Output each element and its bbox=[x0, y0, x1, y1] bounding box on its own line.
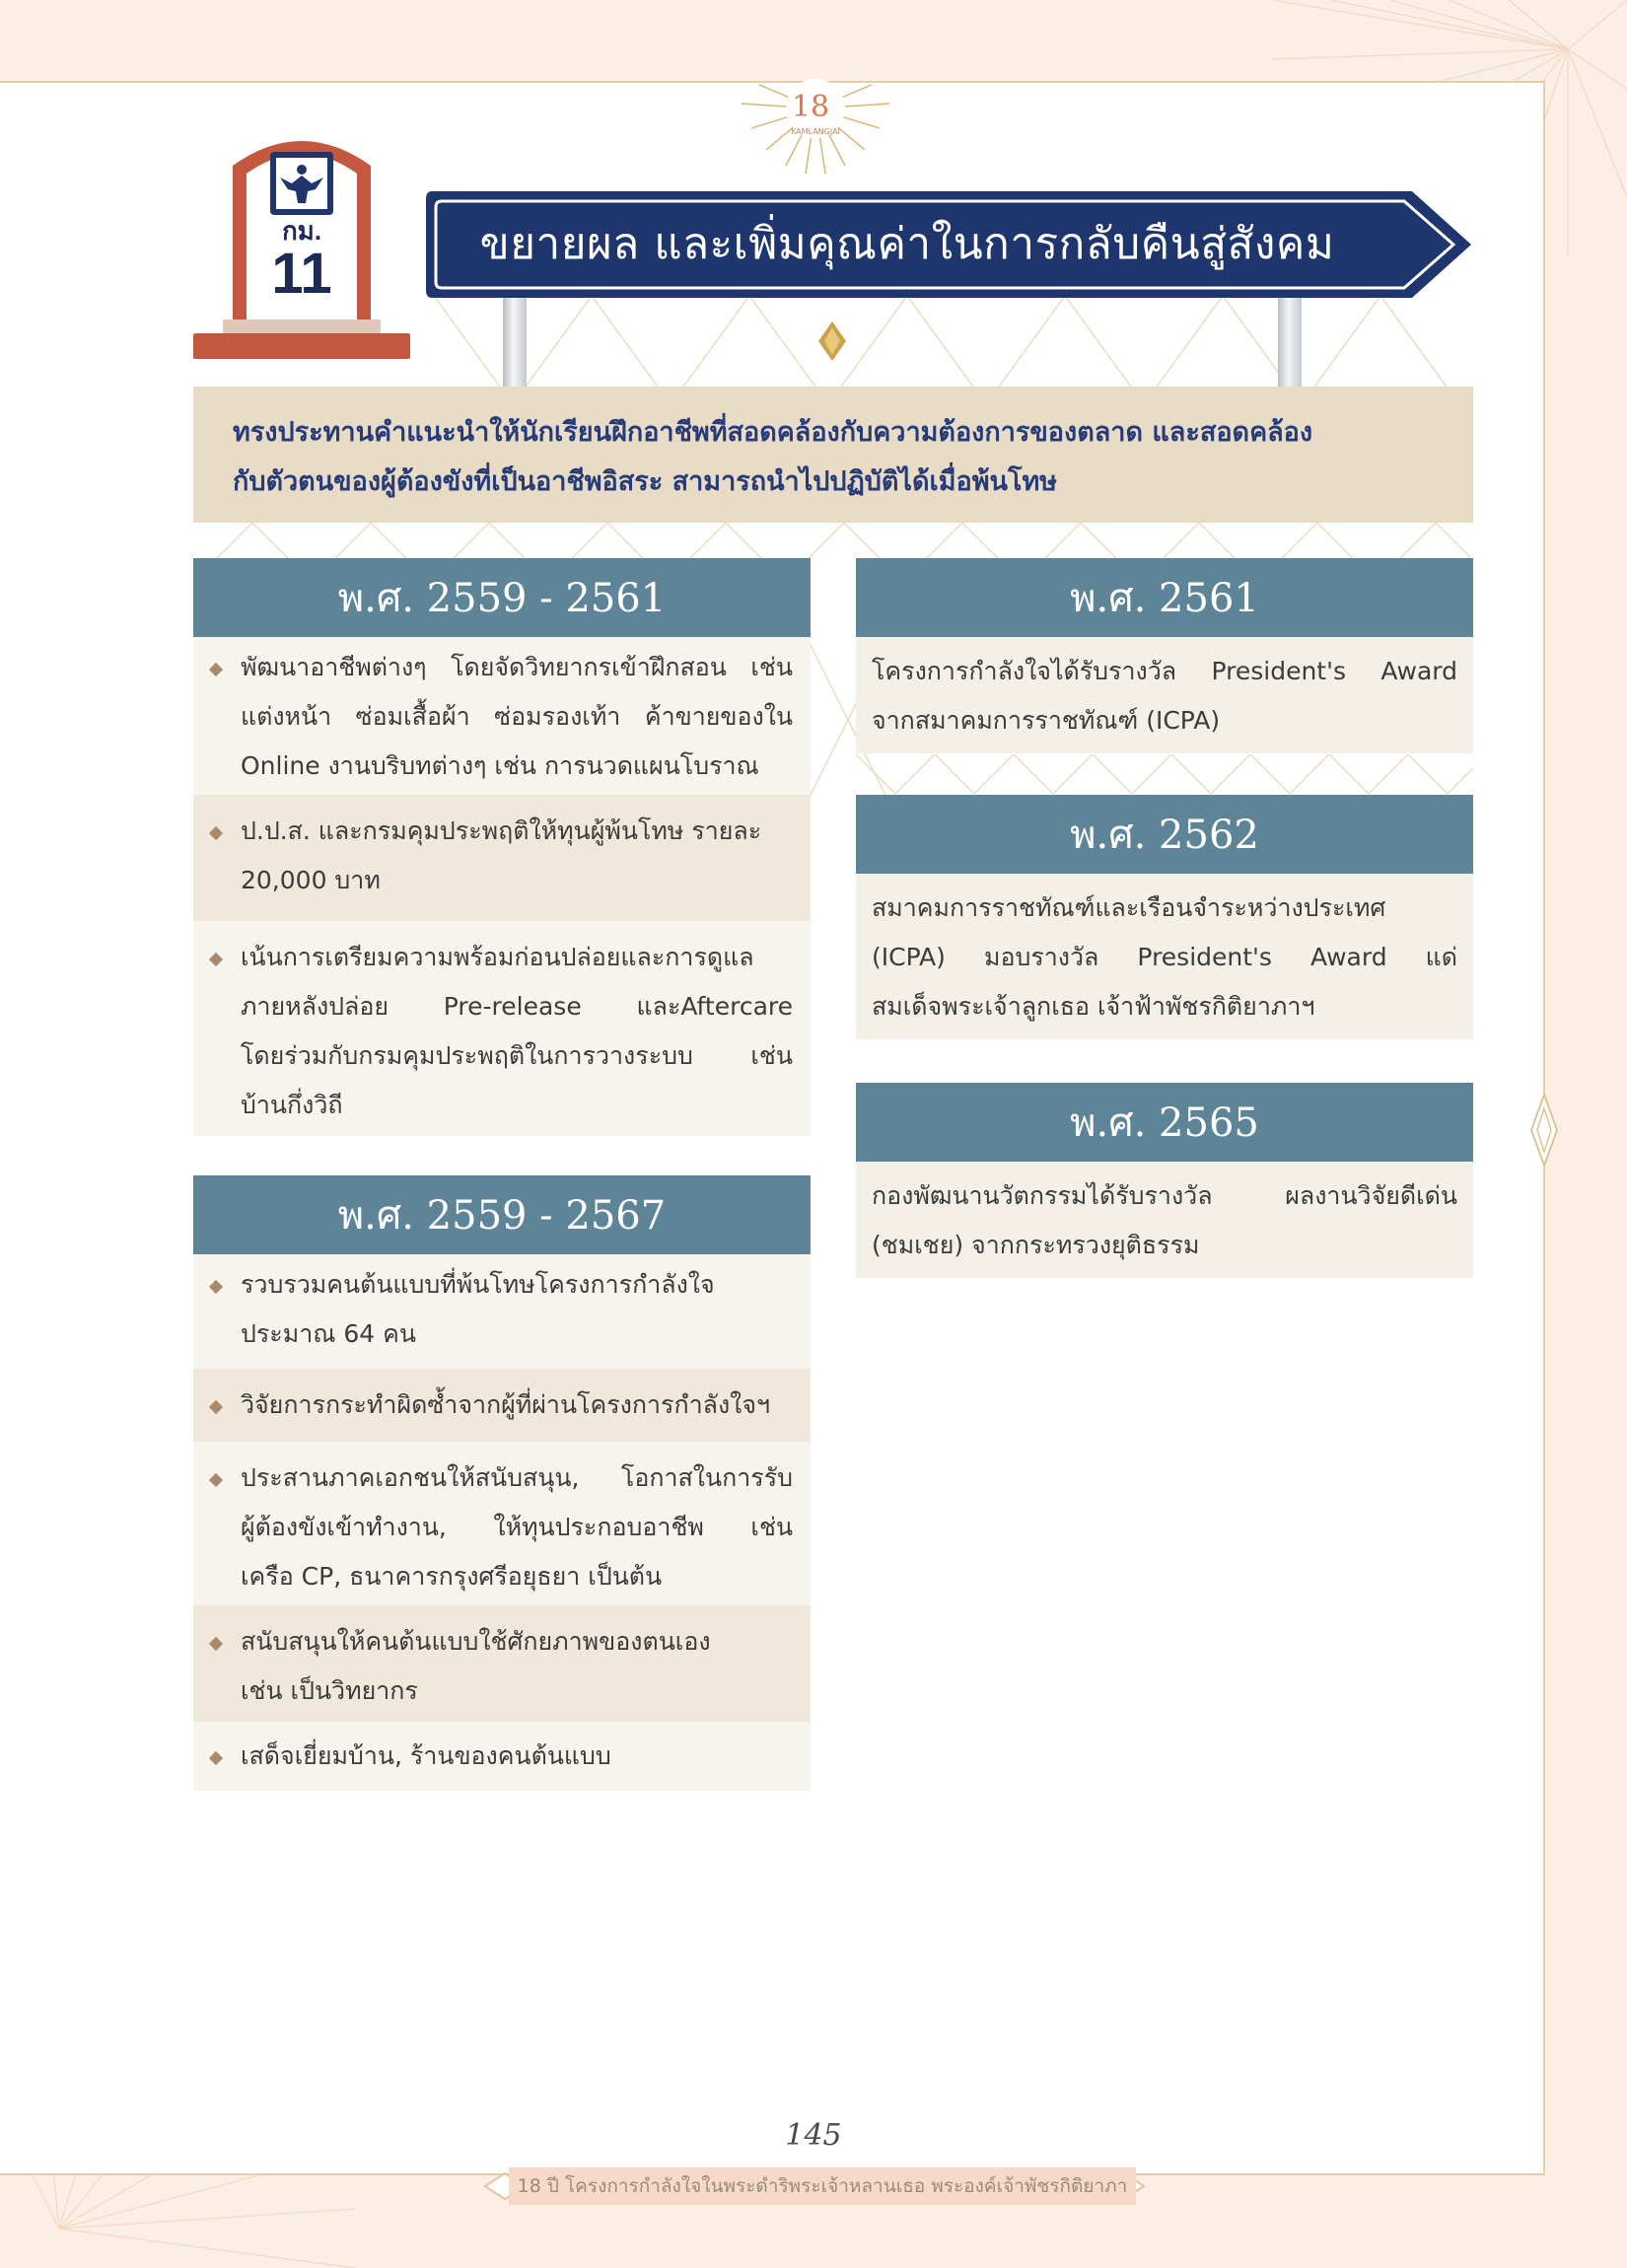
intro-line-1: ทรงประทานคำแนะนำให้นักเรียนฝึกอาชีพที่สอดคล้องกับความต้องการของตลาด และสอดคล้อง bbox=[233, 417, 1313, 448]
list-item: ป.ป.ส. และกรมคุมประพฤติให้ทุนผู้พ้นโทษ รายละ 20,000 บาท bbox=[193, 795, 811, 921]
frame-diamond-ornament bbox=[1529, 1093, 1559, 1168]
list-item: เน้นการเตรียมความพร้อมก่อนปล่อยและการดูแล ภายหลังปล่อย Pre-release และAftercare โดยร่วมกับกรมคุมประพฤติในการวางระบบ เช่น บ้านกึ่งวิถี bbox=[193, 921, 811, 1136]
emblem-number: 18 bbox=[791, 90, 830, 124]
diamond-bullet-icon bbox=[209, 663, 223, 676]
gold-diamond-ornament bbox=[818, 321, 846, 361]
right-block1-header: พ.ศ. 2561 bbox=[856, 558, 1473, 637]
list-item: สนับสนุนให้คนต้นแบบใช้ศักยภาพของตนเอง เช่น เป็นวิทยากร bbox=[193, 1605, 811, 1722]
kilometer-stone-sign bbox=[193, 126, 410, 363]
right-block3-body: กองพัฒนานวัตกรรมได้รับรางวัล ผลงานวิจัยดีเด่น (ชมเชย) จากกระทรวงยุติธรรม bbox=[856, 1162, 1473, 1278]
lattice-strip-2 bbox=[856, 754, 1473, 794]
intro-line-2: กับตัวตนของผู้ต้องขังที่เป็นอาชีพอิสระ สามารถนำไปปฏิบัติได้เมื่อพ้นโทษ bbox=[233, 466, 1058, 497]
left-section2-header: พ.ศ. 2559 - 2567 bbox=[193, 1175, 811, 1254]
right-block2-body: สมาคมการราชทัณฑ์และเรือนจำระหว่างประเทศ (ICPA) มอบรางวัล President's Award แด่ สมเด็จพระเจ้าลูกเธอ เจ้าฟ้าพัชรกิติยาภาฯ bbox=[856, 874, 1473, 1039]
intro-box bbox=[193, 387, 1473, 523]
diamond-bullet-icon bbox=[209, 1280, 223, 1294]
left-section1-header: พ.ศ. 2559 - 2561 bbox=[193, 558, 811, 637]
diamond-bullet-icon bbox=[209, 1400, 223, 1414]
right-block2-header: พ.ศ. 2562 bbox=[856, 795, 1473, 874]
right-block1-body: โครงการกำลังใจได้รับรางวัล President's Award จากสมาคมการราชทัณฑ์ (ICPA) bbox=[856, 637, 1473, 753]
diamond-bullet-icon bbox=[209, 1637, 223, 1651]
emblem-subtitle: KAMLANGJAI bbox=[791, 127, 840, 136]
list-item: รวบรวมคนต้นแบบที่พ้นโทษโครงการกำลังใจ ประมาณ 64 คน bbox=[193, 1254, 811, 1369]
footer-text: 18 ปี โครงการกำลังใจในพระดำริพระเจ้าหลานเธอ พระองค์เจ้าพัชรกิติยาภา bbox=[517, 2175, 1128, 2197]
right-block3-header: พ.ศ. 2565 bbox=[856, 1083, 1473, 1162]
sign-pole-left bbox=[503, 296, 527, 394]
kamlangjai-18-emblem bbox=[732, 69, 899, 177]
page-title: ขยายผล และเพิ่มคุณค่าในการกลับคืนสู่สังคม bbox=[479, 219, 1335, 269]
list-item: วิจัยการกระทำผิดซ้ำจากผู้ที่ผ่านโครงการกำลังใจฯ bbox=[193, 1369, 811, 1442]
list-item: เสด็จเยี่ยมบ้าน, ร้านของคนต้นแบบ bbox=[193, 1722, 811, 1791]
sign-pole-right bbox=[1278, 296, 1302, 394]
diamond-bullet-icon bbox=[209, 1751, 223, 1765]
diamond-bullet-icon bbox=[209, 826, 223, 840]
diamond-bullet-icon bbox=[209, 1473, 223, 1487]
km-label: กม. bbox=[281, 216, 322, 246]
page-number: 145 bbox=[785, 2118, 842, 2153]
km-number: 11 bbox=[271, 242, 332, 306]
list-item: พัฒนาอาชีพต่างๆ โดยจัดวิทยากรเข้าฝึกสอน เช่น แต่งหน้า ซ่อมเสื้อผ้า ซ่อมรองเท้า ค้าขายของใน Online งานบริบทต่างๆ เช่น การนวดแผนโบราณ bbox=[193, 637, 811, 795]
list-item: ประสานภาคเอกชนให้สนับสนุน, โอกาสในการรับ ผู้ต้องขังเข้าทำงาน, ให้ทุนประกอบอาชีพ เช่น เครือ CP, ธนาคารกรุงศรีอยุธยา เป็นต้น bbox=[193, 1442, 811, 1605]
diamond-bullet-icon bbox=[209, 953, 223, 966]
